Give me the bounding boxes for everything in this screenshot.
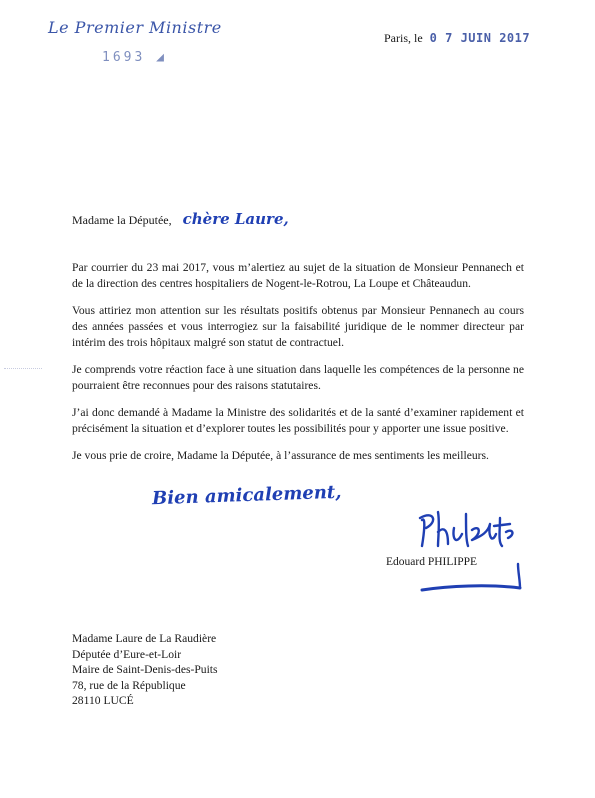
salutation: [72, 210, 289, 228]
body-paragraph: Je comprends votre réaction face à une situation dans laquelle les compétences de la personne ne pourraient être reconnues pour des raisons statutaires.: [72, 363, 524, 392]
letterhead-title: Le Premier Ministre: [48, 18, 222, 37]
signer-name: Edouard PHILIPPE: [386, 556, 478, 568]
date-place: Paris, le: [384, 31, 423, 45]
signature-mark: [408, 500, 528, 595]
recipient-address: [72, 631, 218, 709]
recipient-line: Députée d’Eure-et-Loir: [72, 647, 182, 661]
body-paragraph: J’ai donc demandé à Madame la Ministre des solidarités et de la santé d’examiner rapidement et précisément la situation et d’explorer toutes les possibilités pour y apporter une issue positive.: [72, 406, 524, 435]
date-line: [384, 31, 530, 46]
letter-body: [72, 260, 524, 475]
signature: [408, 500, 528, 600]
date-stamp: 0 7 JUIN 2017: [429, 31, 531, 45]
recipient-line: 78, rue de la République: [72, 678, 186, 692]
body-paragraph: Vous attiriez mon attention sur les résultats positifs obtenus par Monsieur Pennanech au cours des années passées et vous interrogiez sur la faisabilité juridique de le nommer directeur par intérim des trois hôpitaux malgré son statut de contractuel.: [72, 304, 524, 349]
margin-mark: [4, 368, 42, 369]
body-paragraph: Je vous prie de croire, Madame la Députée, à l’assurance de mes sentiments les meilleurs.: [72, 449, 489, 462]
recipient-line: 28110 LUCÉ: [72, 694, 134, 707]
recipient-line: Maire de Saint-Denis-des-Puits: [72, 663, 218, 676]
reference-stamp: 1693 ◢: [102, 50, 167, 65]
body-paragraph: Par courrier du 23 mai 2017, vous m’alertiez au sujet de la situation de Monsieur Pennanech et de la direction des centres hospitaliers de Nogent-le-Rotrou, La Loupe et Châteaudun.: [72, 261, 524, 290]
salutation-typed: Madame la Députée,: [72, 213, 172, 227]
closing-handwritten: Bien amicalement,: [151, 481, 342, 510]
recipient-line: Madame Laure de La Raudière: [72, 632, 217, 645]
salutation-handwritten: chère Laure,: [182, 210, 289, 228]
